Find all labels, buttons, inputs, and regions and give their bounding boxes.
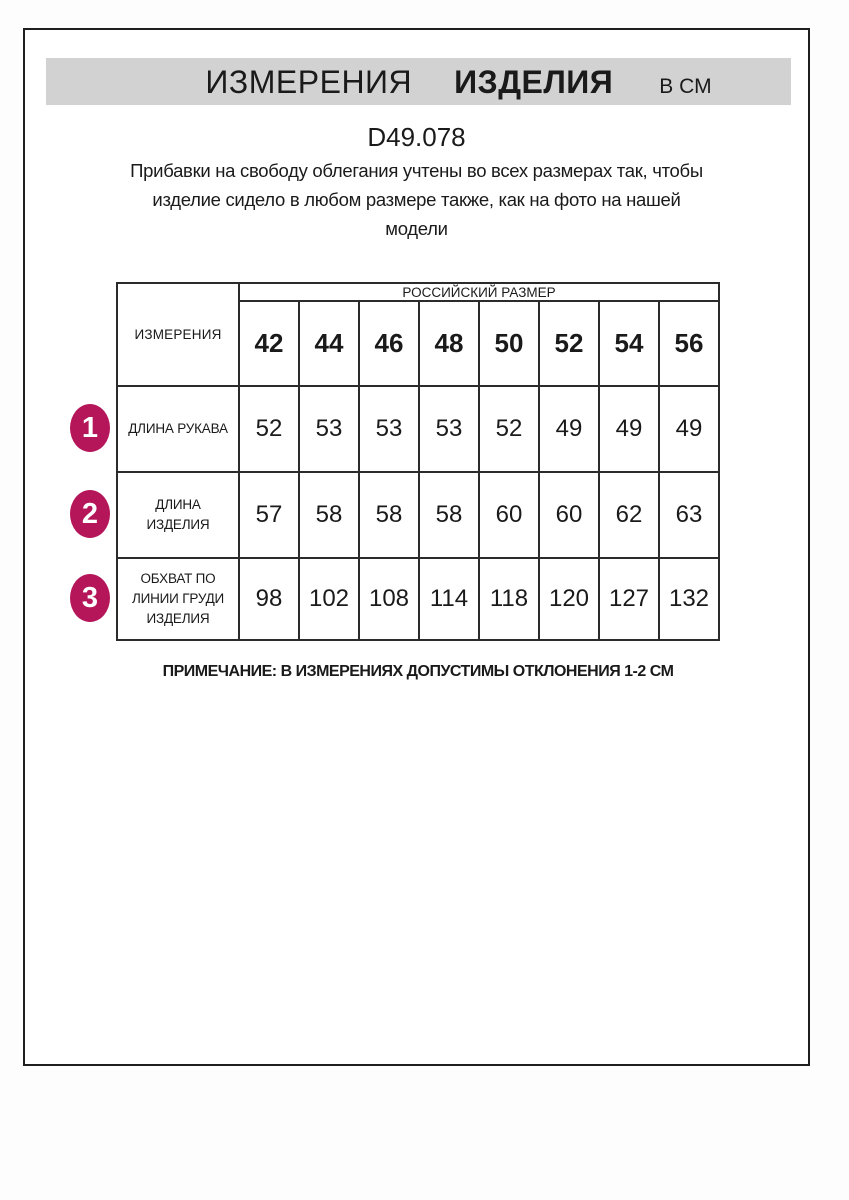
table-group-header-row [117, 283, 719, 301]
value-cell: 52 [239, 386, 299, 472]
row-label [117, 386, 239, 472]
title-bar [46, 58, 791, 105]
description-line-1: Прибавки на свободу облегания учтены во всех размерах так, чтобы [130, 160, 703, 181]
row-marker-badge [70, 490, 110, 538]
value-cell: 127 [599, 558, 659, 640]
value-cell: 98 [239, 558, 299, 640]
value-cell: 49 [599, 386, 659, 472]
value-cell: 60 [479, 472, 539, 558]
value-cell: 58 [359, 472, 419, 558]
table-row [117, 472, 719, 558]
row-marker-number: 3 [81, 581, 99, 614]
size-header-cell: 46 [359, 301, 419, 386]
row-label-line: ИЗДЕЛИЯ [146, 611, 210, 626]
row-label-line: ДЛИНА [155, 497, 201, 512]
row-label-line: ИЗДЕЛИЯ [146, 517, 210, 532]
row-label [117, 558, 239, 640]
value-cell: 57 [239, 472, 299, 558]
size-header-cell: 44 [299, 301, 359, 386]
size-header-cell: 56 [659, 301, 719, 386]
row-label [117, 472, 239, 558]
row-label-line: ОБХВАТ ПО [140, 571, 216, 586]
value-cell: 132 [659, 558, 719, 640]
title-measurements: ИЗМЕРЕНИЯ [205, 64, 413, 100]
value-cell: 58 [299, 472, 359, 558]
row-label-line: ДЛИНА РУКАВА [128, 421, 228, 436]
footer-note: ПРИМЕЧАНИЕ: В ИЗМЕРЕНИЯХ ДОПУСТИМЫ ОТКЛОНЕНИЯ 1-2 СМ [162, 663, 674, 680]
size-header-cell: 54 [599, 301, 659, 386]
table-row [117, 558, 719, 640]
row-marker-badge [70, 404, 110, 452]
page-frame [23, 28, 810, 1066]
row-marker-number: 2 [81, 497, 99, 530]
value-cell: 118 [479, 558, 539, 640]
group-header-cell: РОССИЙСКИЙ РАЗМЕР [239, 283, 719, 301]
description-line-2: изделие сидело в любом размере также, как на фото на нашей [152, 189, 681, 210]
value-cell: 49 [539, 386, 599, 472]
product-code: D49.078 [367, 122, 466, 152]
description-line-3: модели [385, 218, 448, 239]
value-cell: 53 [299, 386, 359, 472]
value-cell: 62 [599, 472, 659, 558]
corner-label: ИЗМЕРЕНИЯ [117, 283, 239, 386]
value-cell: 53 [419, 386, 479, 472]
value-cell: 120 [539, 558, 599, 640]
row-label-line: ЛИНИИ ГРУДИ [131, 591, 225, 606]
row-marker-badge [70, 574, 110, 622]
value-cell: 63 [659, 472, 719, 558]
value-cell: 102 [299, 558, 359, 640]
title-product: ИЗДЕЛИЯ [454, 64, 614, 100]
value-cell: 52 [479, 386, 539, 472]
row-marker-number: 1 [81, 411, 99, 444]
value-cell: 60 [539, 472, 599, 558]
size-header-cell: 42 [239, 301, 299, 386]
size-header-cell: 50 [479, 301, 539, 386]
value-cell: 114 [419, 558, 479, 640]
size-table [116, 282, 720, 641]
value-cell: 53 [359, 386, 419, 472]
size-header-cell: 48 [419, 301, 479, 386]
title-unit: В СМ [659, 75, 712, 98]
description [25, 156, 808, 243]
value-cell: 108 [359, 558, 419, 640]
value-cell: 49 [659, 386, 719, 472]
value-cell: 58 [419, 472, 479, 558]
size-table-wrap [116, 282, 720, 641]
size-header-cell: 52 [539, 301, 599, 386]
table-row [117, 386, 719, 472]
